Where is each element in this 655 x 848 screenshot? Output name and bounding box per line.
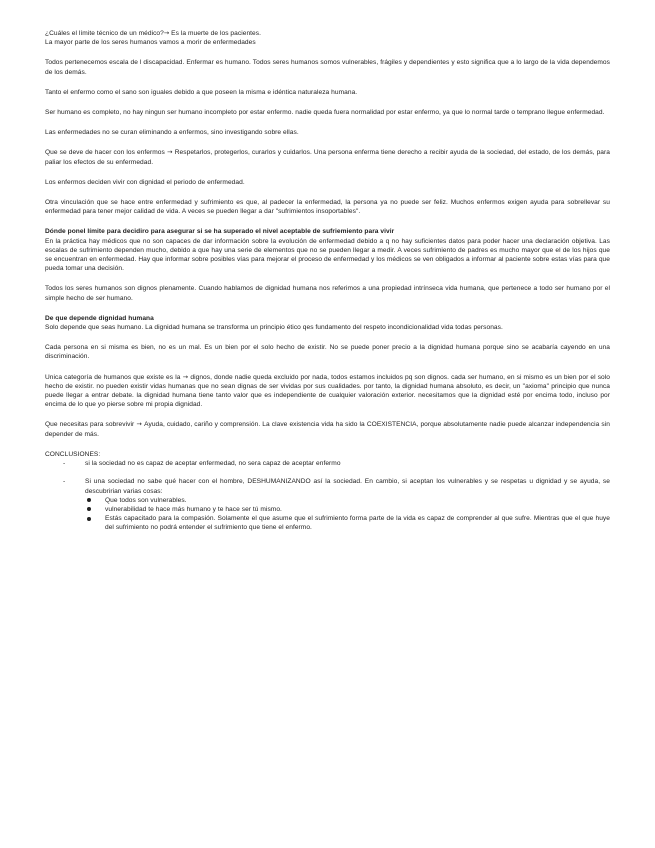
section-body-dignity: Solo depende que seas humano. La dignidad humana se transforma un principio ético qes fundamento del respeto incondicionalidad vida todas personas. [45, 324, 503, 332]
paragraph-complete-human: Ser humano es completo, no hay ningun ser humano incompleto por estar enfermo. nadie queda fuera normalidad por estar enfermo, ya que lo normal tarde o temprano llegue enfermedad. [45, 109, 605, 117]
dash-bullet: - [63, 478, 66, 486]
what-to-do-answer: Respetarlos, protegerlos, curarlos y cuidarlos. Una persona enferma tiene derecho a recibir ayuda de la sociedad, del estado, de los demás, para paliar los efectos de su enfermedad. [45, 149, 610, 166]
right-arrow-icon: → [163, 29, 170, 37]
sublist-text: Estás capacitado para la compasión. Solamente el que asume que el sufrimiento forma parte de la vida es capaz de comprender al que sufre. Mientras que el que huye del sufrimiento no podrá entender el sufrimiento que tiene el enfermo. [105, 515, 610, 532]
sublist-item [85, 496, 610, 505]
sublist-text: Que todos son vulnerables. [105, 496, 187, 504]
paragraph-vulnerability: Todos pertenecemos escala de l discapacidad. Enfermar es humano. Todos seres humanos somos vulnerables, frágiles y dependientes y esto significa que a lo largo de la vida dependemos de los demás. [45, 59, 610, 76]
intro-question: ¿Cuáles el límite técnico de un médico? [45, 30, 164, 37]
paragraph-category [45, 373, 610, 410]
conclusions-list [45, 459, 610, 532]
conclusion-item [45, 477, 610, 532]
paragraph-survive [45, 420, 610, 438]
paragraph-what-to-do [45, 148, 610, 166]
paragraph-equality: Tanto el enfermo como el sano son iguales debido a que poseen la misma e idéntica naturaleza humana. [45, 88, 358, 96]
right-arrow-icon: → [164, 148, 175, 157]
conclusion-text: Si una sociedad no sabe qué hacer con el hombre, DESHUMANIZANDO así la sociedad. En cambio, si aceptan los vulnerables y se respetas u dignidad y se ayuda, se descubririan varias cosas: [85, 478, 610, 495]
category-text-rest: dignos, donde nadie queda excluido por nada, todos estamos incluidos pq son dignos. cada ser humano, en si mismo es un bien por el solo hecho de existir. no pueden existir vidas humanas que no sean dignas de ser vividas por sus cualidades. por tanto, la dignidad humana absoluto, es decir, un "axioma" principio que nunca puede llegar a entrar debate. la dignidad humana tiene tanto valor que es independiente de cualquier valoración exterior. necesitamos que la dignidad esté por encima todo, incluso por encima de lo que yo pierse sobre mi propia dignidad. [45, 373, 611, 409]
paragraph-full-dignity: Todos los seres humanos son dignos plenamente. Cuando hablamos de dignidad humana nos referimos a una propiedad intrínseca vida humana, que pertenece a todo ser humano por el simple hecho de ser humano. [45, 285, 610, 302]
sublist-item [85, 505, 610, 514]
right-arrow-icon: → [180, 372, 191, 381]
document-page [45, 29, 610, 542]
bullet-dot-icon [87, 498, 91, 502]
bullet-dot-icon [87, 517, 91, 521]
intro-answer: Es la muerte de los pacientes. [169, 30, 261, 37]
intro-paragraph [45, 29, 610, 47]
sublist-text: vulnerabilidad te hace más humano y te hace ser tú mismo. [105, 505, 282, 513]
paragraph-dignity-decision: Los enfermos deciden vivir con dignidad el periodo de enfermedad. [45, 178, 245, 186]
survive-question: Que necesitas para sobrevivir [45, 421, 135, 429]
intro-line-2: La mayor parte de los seres humanos vamos a morir de enfermedades [45, 39, 256, 47]
bullet-dot-icon [87, 507, 91, 511]
category-text-start: Unica categoría de humanos que existe es la [45, 373, 181, 381]
section-body-limit: En la práctica hay médicos que no son capaces de dar información sobre la evolución de enfermedad debido a q no hay suficientes datos para poder hacer una declaración objetiva. Las escalas de sufrimiento dependen mucho, debido a que hay una serie de elementos que no se pueden llegar a medir. A veces sufrimiento de padres es mucho mayor que el de los hijos que se encuentran en enfermedad. Hay que informar sobre posibles vías para mejorar el proceso de enfermedad y los médicos se ven obligados a informar al paciente sobre estas vías para que pueda tomar una decisión. [45, 237, 610, 273]
paragraph-each-person: Cada persona en si misma es bien, no es un mal. Es un bien por el solo hecho de existir. No se puede poner precio a la dignidad humana porque sino se acabaría cayendo en una discriminación. [45, 344, 610, 361]
conclusions-title: CONCLUSIONES: [45, 450, 101, 458]
survive-answer: Ayuda, cuidado, cariño y comprensión. La clave existencia vida ha sido la COEXISTENCIA, porque absolutamente nadie puede alcanzar independencia sin depender de más. [45, 421, 610, 438]
paragraph-suffering: Otra vinculación que se hace entre enfermedad y sufrimiento es que, al padecer la enfermedad, la persona ya no puede ser feliz. Muchos enfermos exigen ayuda para sobrellevar su enfermedad para tener mejor calidad de vida. A veces se pueden llegar a dar "sufrimientos insoportables". [45, 199, 610, 216]
right-arrow-icon: → [134, 420, 145, 429]
sublist-item [85, 514, 610, 532]
conclusion-sublist [85, 496, 610, 533]
conclusion-item [45, 459, 610, 468]
what-to-do-question: Que se deve de hacer con los enfermos [45, 149, 165, 157]
conclusion-text: si la sociedad no es capaz de aceptar enfermedad, no sera capaz de aceptar enfermo [85, 460, 341, 468]
section-heading-dignity: De que depende dignidad humana [45, 314, 154, 322]
paragraph-research: Las enfermedades no se curan eliminando a enfermos, sino investigando sobre ellas. [45, 129, 299, 137]
dash-bullet: - [63, 460, 66, 468]
section-heading-limit: Dónde ponel límite para decidiro para asegurar si se ha superado el nivel aceptable de sufriemiento para vivir [45, 228, 395, 236]
